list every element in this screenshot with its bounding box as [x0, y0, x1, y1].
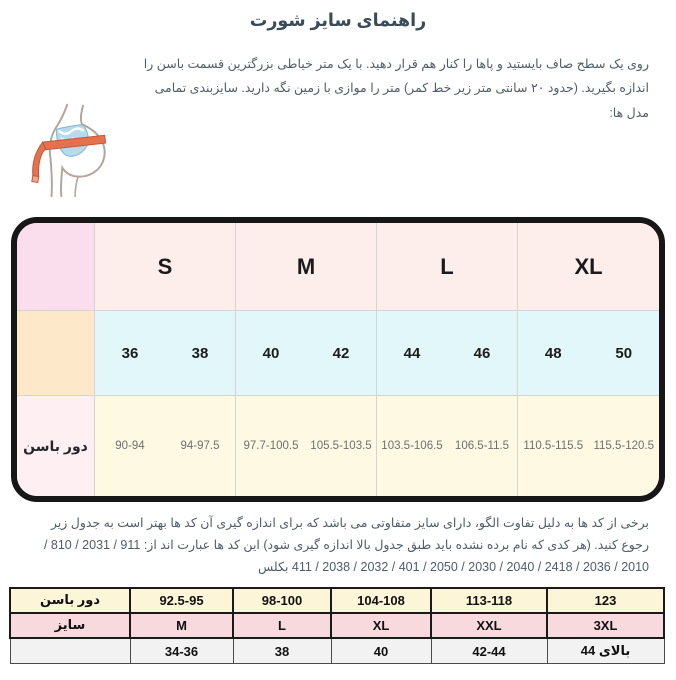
hip-range: 106.5-11.5	[454, 440, 510, 453]
numeric-size: 44	[403, 344, 421, 362]
numeric-size: 50	[615, 344, 633, 362]
code-hip-value: 123	[547, 588, 664, 613]
numeric-sizes-m	[236, 311, 377, 396]
code-size-table	[9, 587, 665, 665]
code-table-size-row	[10, 613, 664, 638]
hip-range: 103.5-106.5	[381, 440, 443, 453]
size-header-s: S	[95, 223, 236, 311]
code-table-hip-row	[10, 588, 664, 613]
size-table	[11, 217, 665, 502]
code-size-value: XL	[331, 613, 431, 638]
numeric-sizes-l	[377, 311, 518, 396]
numeric-sizes-s	[95, 311, 236, 396]
code-hip-label: دور باسن	[10, 588, 130, 613]
hip-ranges-l	[377, 396, 518, 496]
code-numeric-label	[10, 638, 130, 664]
numeric-size: 40	[262, 344, 280, 362]
code-hip-value: 104-108	[331, 588, 431, 613]
numeric-size: 46	[473, 344, 491, 362]
numeric-row-label-cell	[17, 311, 95, 396]
hip-measurement-illustration	[22, 100, 140, 200]
code-size-label: سایز	[10, 613, 130, 638]
hip-range: 110.5-115.5	[523, 440, 584, 453]
hip-range: 115.5-120.5	[593, 440, 655, 453]
code-table-numeric-row	[10, 638, 664, 664]
size-header-m: M	[236, 223, 377, 311]
code-size-value: L	[233, 613, 331, 638]
numeric-size: 38	[191, 344, 209, 362]
numeric-size: 48	[544, 344, 562, 362]
code-numeric-value: 38	[233, 638, 331, 664]
numeric-size: 42	[332, 344, 350, 362]
hip-ranges-s	[95, 396, 236, 496]
code-size-value: M	[130, 613, 233, 638]
code-numeric-value: 34-36	[130, 638, 233, 664]
page-title: راهنمای سایز شورت	[249, 10, 427, 30]
size-table-corner-cell	[17, 223, 95, 311]
code-hip-value: 92.5-95	[130, 588, 233, 613]
hip-range: 105.5-103.5	[310, 440, 372, 453]
size-guide-page	[0, 10, 676, 680]
numeric-sizes-xl	[518, 311, 659, 396]
hip-range: 97.7-100.5	[243, 440, 299, 453]
hip-range: 94-97.5	[180, 440, 220, 453]
hip-row-label: دور باسن	[17, 396, 95, 496]
hip-ranges-m	[236, 396, 377, 496]
measurement-instructions: روی یک سطح صاف بایستید و پاها را کنار هم قرار دهید. با یک متر خیاطی بزرگترین قسمت باسن را اندازه بگیرید. (حدود ۲۰ سانتی متر زیر خط کمر) متر را موازی با زمین نگه دارید. سایزبندی تمامی مدل ها:	[143, 57, 649, 120]
numeric-size: 36	[121, 344, 139, 362]
hip-ranges-xl	[518, 396, 659, 496]
code-numeric-value: 40	[331, 638, 431, 664]
size-header-xl: XL	[518, 223, 659, 311]
special-codes-note: برخی از کد ها به دلیل تفاوت الگو، دارای سایز متفاوتی می باشد که برای اندازه گیری آن کد ها بهتر است به جدول زیر رجوع کنید. (هر کدی که نام برده نشده باید طبق جدول بالا اندازه گیری شود) این کد ها عبارت اند از: 911 / 2031 / 810 / 2010 / 2036 / 2418 / 2040 / 2030 / 2050 / 401 / 2032 / 2038 / 411 بکلس	[43, 516, 649, 574]
code-hip-value: 98-100	[233, 588, 331, 613]
code-numeric-value: بالای 44	[547, 638, 664, 664]
code-size-value: 3XL	[547, 613, 664, 638]
code-size-value: XXL	[431, 613, 547, 638]
hip-range: 90-94	[115, 440, 145, 453]
code-hip-value: 113-118	[431, 588, 547, 613]
size-header-l: L	[377, 223, 518, 311]
code-numeric-value: 42-44	[431, 638, 547, 664]
